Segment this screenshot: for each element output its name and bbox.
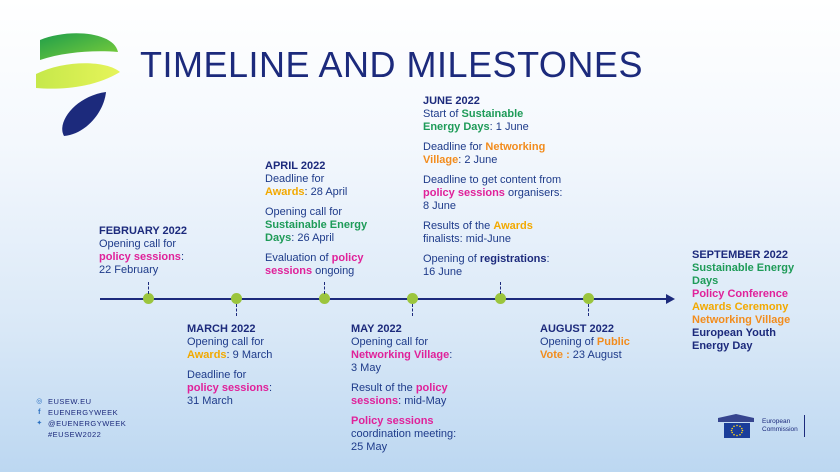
milestone-march bbox=[187, 323, 347, 408]
milestone-may bbox=[351, 323, 511, 454]
hashtag-text: #EUSEW2022 bbox=[48, 430, 102, 439]
milestone-dot-may bbox=[407, 293, 418, 304]
text: Deadline to get content from bbox=[423, 174, 562, 186]
milestone-june bbox=[423, 95, 598, 279]
highlight-policy-sessions: Policy sessions bbox=[351, 415, 434, 427]
text: 22 February bbox=[99, 264, 159, 276]
event-networking-village: Networking Village bbox=[692, 314, 791, 326]
twitter-link[interactable] bbox=[36, 418, 126, 429]
text: 8 June bbox=[423, 200, 457, 212]
highlight-public-vote: Public bbox=[596, 336, 630, 348]
globe-icon: ◎ bbox=[36, 398, 43, 405]
text: : 1 June bbox=[489, 121, 529, 133]
text: Deadline for bbox=[187, 369, 247, 381]
text: Opening of bbox=[540, 336, 594, 348]
ec-line1: European bbox=[762, 418, 791, 425]
text: 16 June bbox=[423, 266, 463, 278]
highlight-awards: Awards bbox=[265, 186, 305, 198]
highlight-policy-sessions: policy bbox=[415, 382, 448, 394]
milestone-dot-august bbox=[583, 293, 594, 304]
event-european-youth-energy-day: European Youth bbox=[692, 327, 776, 339]
highlight-policy-sessions: sessions bbox=[265, 265, 313, 277]
text: 3 May bbox=[351, 362, 381, 374]
highlight-registrations: registrations bbox=[479, 253, 547, 265]
highlight-sustainable-energy-days: Sustainable bbox=[461, 108, 524, 120]
text: coordination meeting: bbox=[351, 428, 457, 440]
european-commission-logo bbox=[716, 414, 805, 438]
highlight-sustainable-energy-days: Sustainable Energy bbox=[265, 219, 368, 231]
text: Start of bbox=[423, 108, 459, 120]
milestone-dot-april bbox=[319, 293, 330, 304]
eu-flag-icon bbox=[716, 414, 756, 438]
facebook-link[interactable] bbox=[36, 407, 126, 418]
milestone-september bbox=[692, 249, 832, 353]
text: Results of the bbox=[423, 220, 491, 232]
tick-may bbox=[412, 304, 413, 316]
milestone-february bbox=[99, 225, 249, 277]
month-label: AUGUST 2022 bbox=[540, 323, 614, 335]
twitter-icon: ✦ bbox=[36, 420, 43, 427]
text: 23 August bbox=[572, 349, 622, 361]
text: : 28 April bbox=[304, 186, 348, 198]
hashtag bbox=[36, 429, 126, 440]
month-label: FEBRUARY 2022 bbox=[99, 225, 188, 237]
text: Deadline for bbox=[265, 173, 325, 185]
event-sustainable-energy-days: Days bbox=[692, 275, 719, 287]
tick-june bbox=[500, 282, 501, 294]
highlight-policy-sessions: policy bbox=[331, 252, 364, 264]
text: organisers: bbox=[504, 187, 563, 199]
milestone-dot-june bbox=[495, 293, 506, 304]
text: Result of the bbox=[351, 382, 413, 394]
highlight-networking-village: Networking bbox=[485, 141, 546, 153]
text: Evaluation of bbox=[265, 252, 329, 264]
timeline-arrow-icon bbox=[666, 294, 675, 304]
tick-february bbox=[148, 282, 149, 294]
highlight-sustainable-energy-days: Days bbox=[265, 232, 292, 244]
month-label: JUNE 2022 bbox=[423, 95, 480, 107]
text: Opening call for bbox=[187, 336, 265, 348]
milestone-dot-march bbox=[231, 293, 242, 304]
tick-august bbox=[588, 304, 589, 316]
milestone-dot-february bbox=[143, 293, 154, 304]
event-awards-ceremony: Awards Ceremony bbox=[692, 301, 789, 313]
text: : bbox=[546, 253, 550, 265]
month-label: MAY 2022 bbox=[351, 323, 402, 335]
social-links bbox=[36, 396, 126, 440]
text: finalists: mid-June bbox=[423, 233, 512, 245]
text: 31 March bbox=[187, 395, 233, 407]
highlight-policy-sessions: policy sessions bbox=[99, 251, 181, 263]
text: Opening call for bbox=[265, 206, 343, 218]
text: Opening call for bbox=[351, 336, 429, 348]
milestone-april bbox=[265, 160, 420, 278]
text: ongoing bbox=[312, 265, 355, 277]
highlight-networking-village: Village bbox=[423, 154, 459, 166]
eusew-logo bbox=[34, 30, 124, 140]
page-title: TIMELINE AND MILESTONES bbox=[140, 44, 643, 85]
text: : 2 June bbox=[458, 154, 498, 166]
highlight-policy-sessions: sessions bbox=[351, 395, 399, 407]
highlight-policy-sessions: policy sessions bbox=[423, 187, 505, 199]
month-label: SEPTEMBER 2022 bbox=[692, 249, 788, 261]
event-european-youth-energy-day: Energy Day bbox=[692, 340, 753, 352]
twitter-text: @EUENERGYWEEK bbox=[48, 419, 127, 428]
tick-april bbox=[324, 282, 325, 294]
text: Deadline for bbox=[423, 141, 483, 153]
highlight-sustainable-energy-days: Energy Days bbox=[423, 121, 490, 133]
text: : bbox=[180, 251, 184, 263]
website-text: EUSEW.EU bbox=[48, 397, 92, 406]
highlight-awards: Awards bbox=[187, 349, 227, 361]
text: : bbox=[268, 382, 272, 394]
highlight-public-vote: Vote : bbox=[540, 349, 573, 361]
highlight-awards: Awards bbox=[493, 220, 533, 232]
ec-line2: Commission bbox=[762, 426, 798, 433]
text: Opening of bbox=[423, 253, 477, 265]
highlight-networking-village: Networking Village bbox=[351, 349, 450, 361]
milestone-august bbox=[540, 323, 680, 362]
month-label: APRIL 2022 bbox=[265, 160, 326, 172]
divider bbox=[804, 415, 805, 437]
text: : mid-May bbox=[398, 395, 447, 407]
facebook-text: EUENERGYWEEK bbox=[48, 408, 119, 417]
facebook-icon: f bbox=[38, 409, 41, 416]
text: 25 May bbox=[351, 441, 388, 453]
text: Opening call for bbox=[99, 238, 177, 250]
text: : 26 April bbox=[291, 232, 335, 244]
text: : 9 March bbox=[226, 349, 273, 361]
event-sustainable-energy-days: Sustainable Energy bbox=[692, 262, 795, 274]
ec-wordmark bbox=[762, 418, 798, 434]
month-label: MARCH 2022 bbox=[187, 323, 256, 335]
tick-march bbox=[236, 304, 237, 316]
highlight-policy-sessions: policy sessions bbox=[187, 382, 269, 394]
text: : bbox=[449, 349, 453, 361]
event-policy-conference: Policy Conference bbox=[692, 288, 788, 300]
website-link[interactable] bbox=[36, 396, 126, 407]
